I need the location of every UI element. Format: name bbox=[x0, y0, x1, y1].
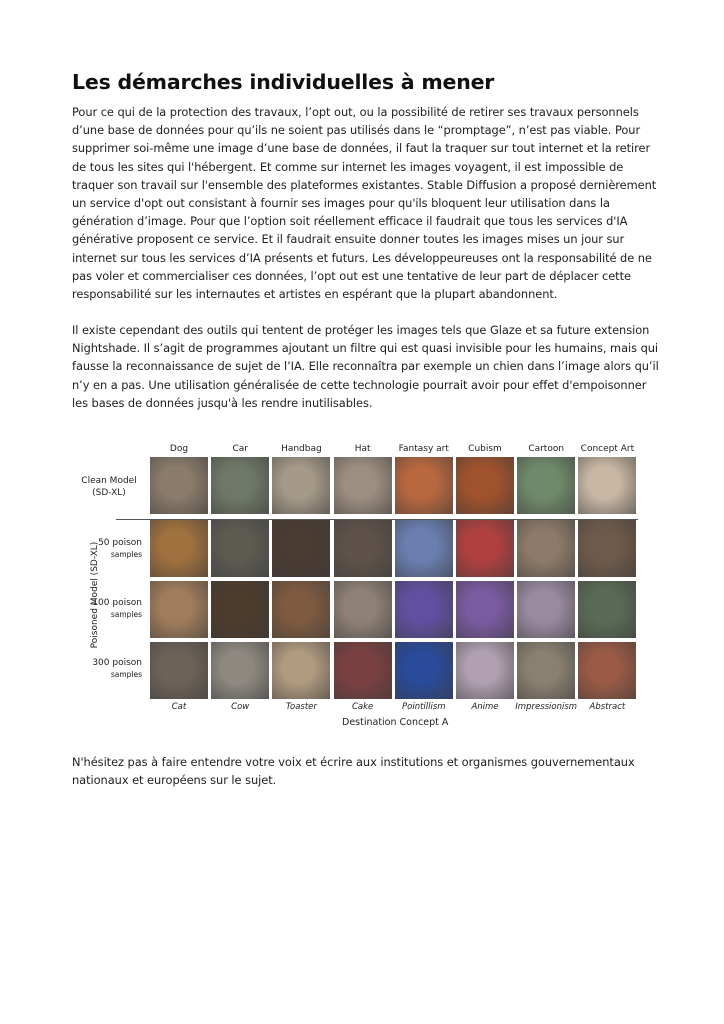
destination-label: Toaster bbox=[285, 702, 317, 712]
generated-image-tile bbox=[211, 642, 269, 699]
column-header: Hat bbox=[354, 444, 371, 454]
destination-label: Cow bbox=[231, 702, 250, 712]
column-header: Dog bbox=[169, 444, 189, 454]
generated-image-tile bbox=[272, 520, 330, 577]
generated-image-tile bbox=[272, 457, 330, 514]
generated-image-tile bbox=[272, 642, 330, 699]
generated-image-tile bbox=[334, 581, 392, 638]
generated-image-tile bbox=[395, 642, 453, 699]
clean-model-label bbox=[74, 475, 144, 499]
generated-image-tile bbox=[150, 457, 208, 514]
generated-image-tile bbox=[211, 457, 269, 514]
destination-label: Impressionism bbox=[515, 702, 578, 712]
generated-image-tile bbox=[150, 581, 208, 638]
generated-image-tile bbox=[456, 642, 514, 699]
column-header: Cubism bbox=[468, 444, 502, 454]
generated-image-tile bbox=[211, 520, 269, 577]
generated-image-tile bbox=[456, 520, 514, 577]
column-header: Handbag bbox=[281, 444, 322, 454]
column-header: Concept Art bbox=[580, 444, 635, 454]
generated-image-tile bbox=[517, 457, 575, 514]
generated-image-tile bbox=[395, 581, 453, 638]
paragraph-call-to-action: N'hésitez pas à faire entendre votre voix et écrire aux institutions et organismes gouvernementaux nationaux et européens sur le sujet. bbox=[72, 755, 635, 788]
generated-image-tile bbox=[578, 457, 636, 514]
destination-axis-label: Destination Concept A bbox=[342, 717, 449, 728]
column-header: Car bbox=[232, 444, 248, 454]
generated-image-tile bbox=[517, 581, 575, 638]
generated-image-tile bbox=[517, 642, 575, 699]
generated-image-tile bbox=[578, 642, 636, 699]
generated-image-tile bbox=[211, 581, 269, 638]
nightshade-figure bbox=[72, 440, 642, 730]
generated-image-tile bbox=[578, 520, 636, 577]
generated-image-tile bbox=[334, 520, 392, 577]
generated-image-tile bbox=[395, 520, 453, 577]
destination-label: Anime bbox=[471, 702, 499, 712]
generated-image-tile bbox=[456, 581, 514, 638]
row-label-50: 50 poison samples bbox=[98, 538, 142, 559]
poisoned-model-axis-label: Poisoned Model (SD-XL) bbox=[90, 541, 100, 649]
destination-label: Cake bbox=[351, 702, 374, 712]
paragraph-opt-out: Pour ce qui de la protection des travaux, l’opt out, ou la possibilité de retirer ses travaux personnels d’une base de données pour qu’ils ne soient pas utilisés dans le “promptage”, n’est pas viable. Pour supprimer soi-même une image d’une base de données, il faut la traquer sur tout internet et la retirer de tous les sites qui l'hébergent. Et comme sur internet les images voyagent, il est impossible de traquer son travail sur l'ensemble des plateformes existantes. Stable Diffusion a proposé dernièrement un service d'opt out consistant à fournir ses images pour qu'ils bloquent leur utilisation dans la génération d’image. Pour que l’option soit réellement efficace il faudrait que tous les services d'IA générative proposent ce service. Et il faudrait ensuite donner toutes les images mises un jour sur internet sur tous les services d’IA présents et futurs. Les développeureuses ont la responsabilité de ne pas voler et commercialiser ces données, l’opt out est une tentative de leur part de déplacer cette responsabilité sur les internautes et artistes en espérant que la plupart abandonnent. bbox=[72, 105, 657, 302]
generated-image-tile bbox=[395, 457, 453, 514]
row-label-100: 100 poison samples bbox=[92, 598, 142, 619]
clean-label-line2: (SD-XL) bbox=[92, 488, 126, 498]
paragraph-glaze: Il existe cependant des outils qui tentent de protéger les images tels que Glaze et sa future extension Nightshade. Il s’agit de programmes ajoutant un filtre qui est quasi invisible pour les humains, mais qui fausse la reconnaissance de sujet de l’IA. Elle reconnaîtra par exemple un chien dans l’image alors qu’il n’y en a pas. Une utilisation généralisée de cette technologie pourrait avoir pour effet d'empoisonner les bases de données jusqu'à les rendre inutilisables. bbox=[72, 323, 659, 410]
section-heading: Les démarches individuelles à mener bbox=[72, 70, 495, 94]
generated-image-tile bbox=[334, 457, 392, 514]
generated-image-tile bbox=[334, 642, 392, 699]
column-header: Fantasy art bbox=[398, 444, 449, 454]
generated-image-tile bbox=[456, 457, 514, 514]
row-label-300: 300 poison samples bbox=[92, 658, 142, 679]
generated-image-tile bbox=[150, 642, 208, 699]
column-header: Cartoon bbox=[528, 444, 565, 454]
generated-image-tile bbox=[578, 581, 636, 638]
generated-image-tile bbox=[272, 581, 330, 638]
generated-image-tile bbox=[517, 520, 575, 577]
destination-label: Abstract bbox=[589, 702, 626, 712]
clean-label-line1: Clean Model bbox=[81, 476, 137, 486]
destination-label: Pointillism bbox=[402, 702, 446, 712]
generated-image-tile bbox=[150, 520, 208, 577]
destination-label: Cat bbox=[171, 702, 187, 712]
